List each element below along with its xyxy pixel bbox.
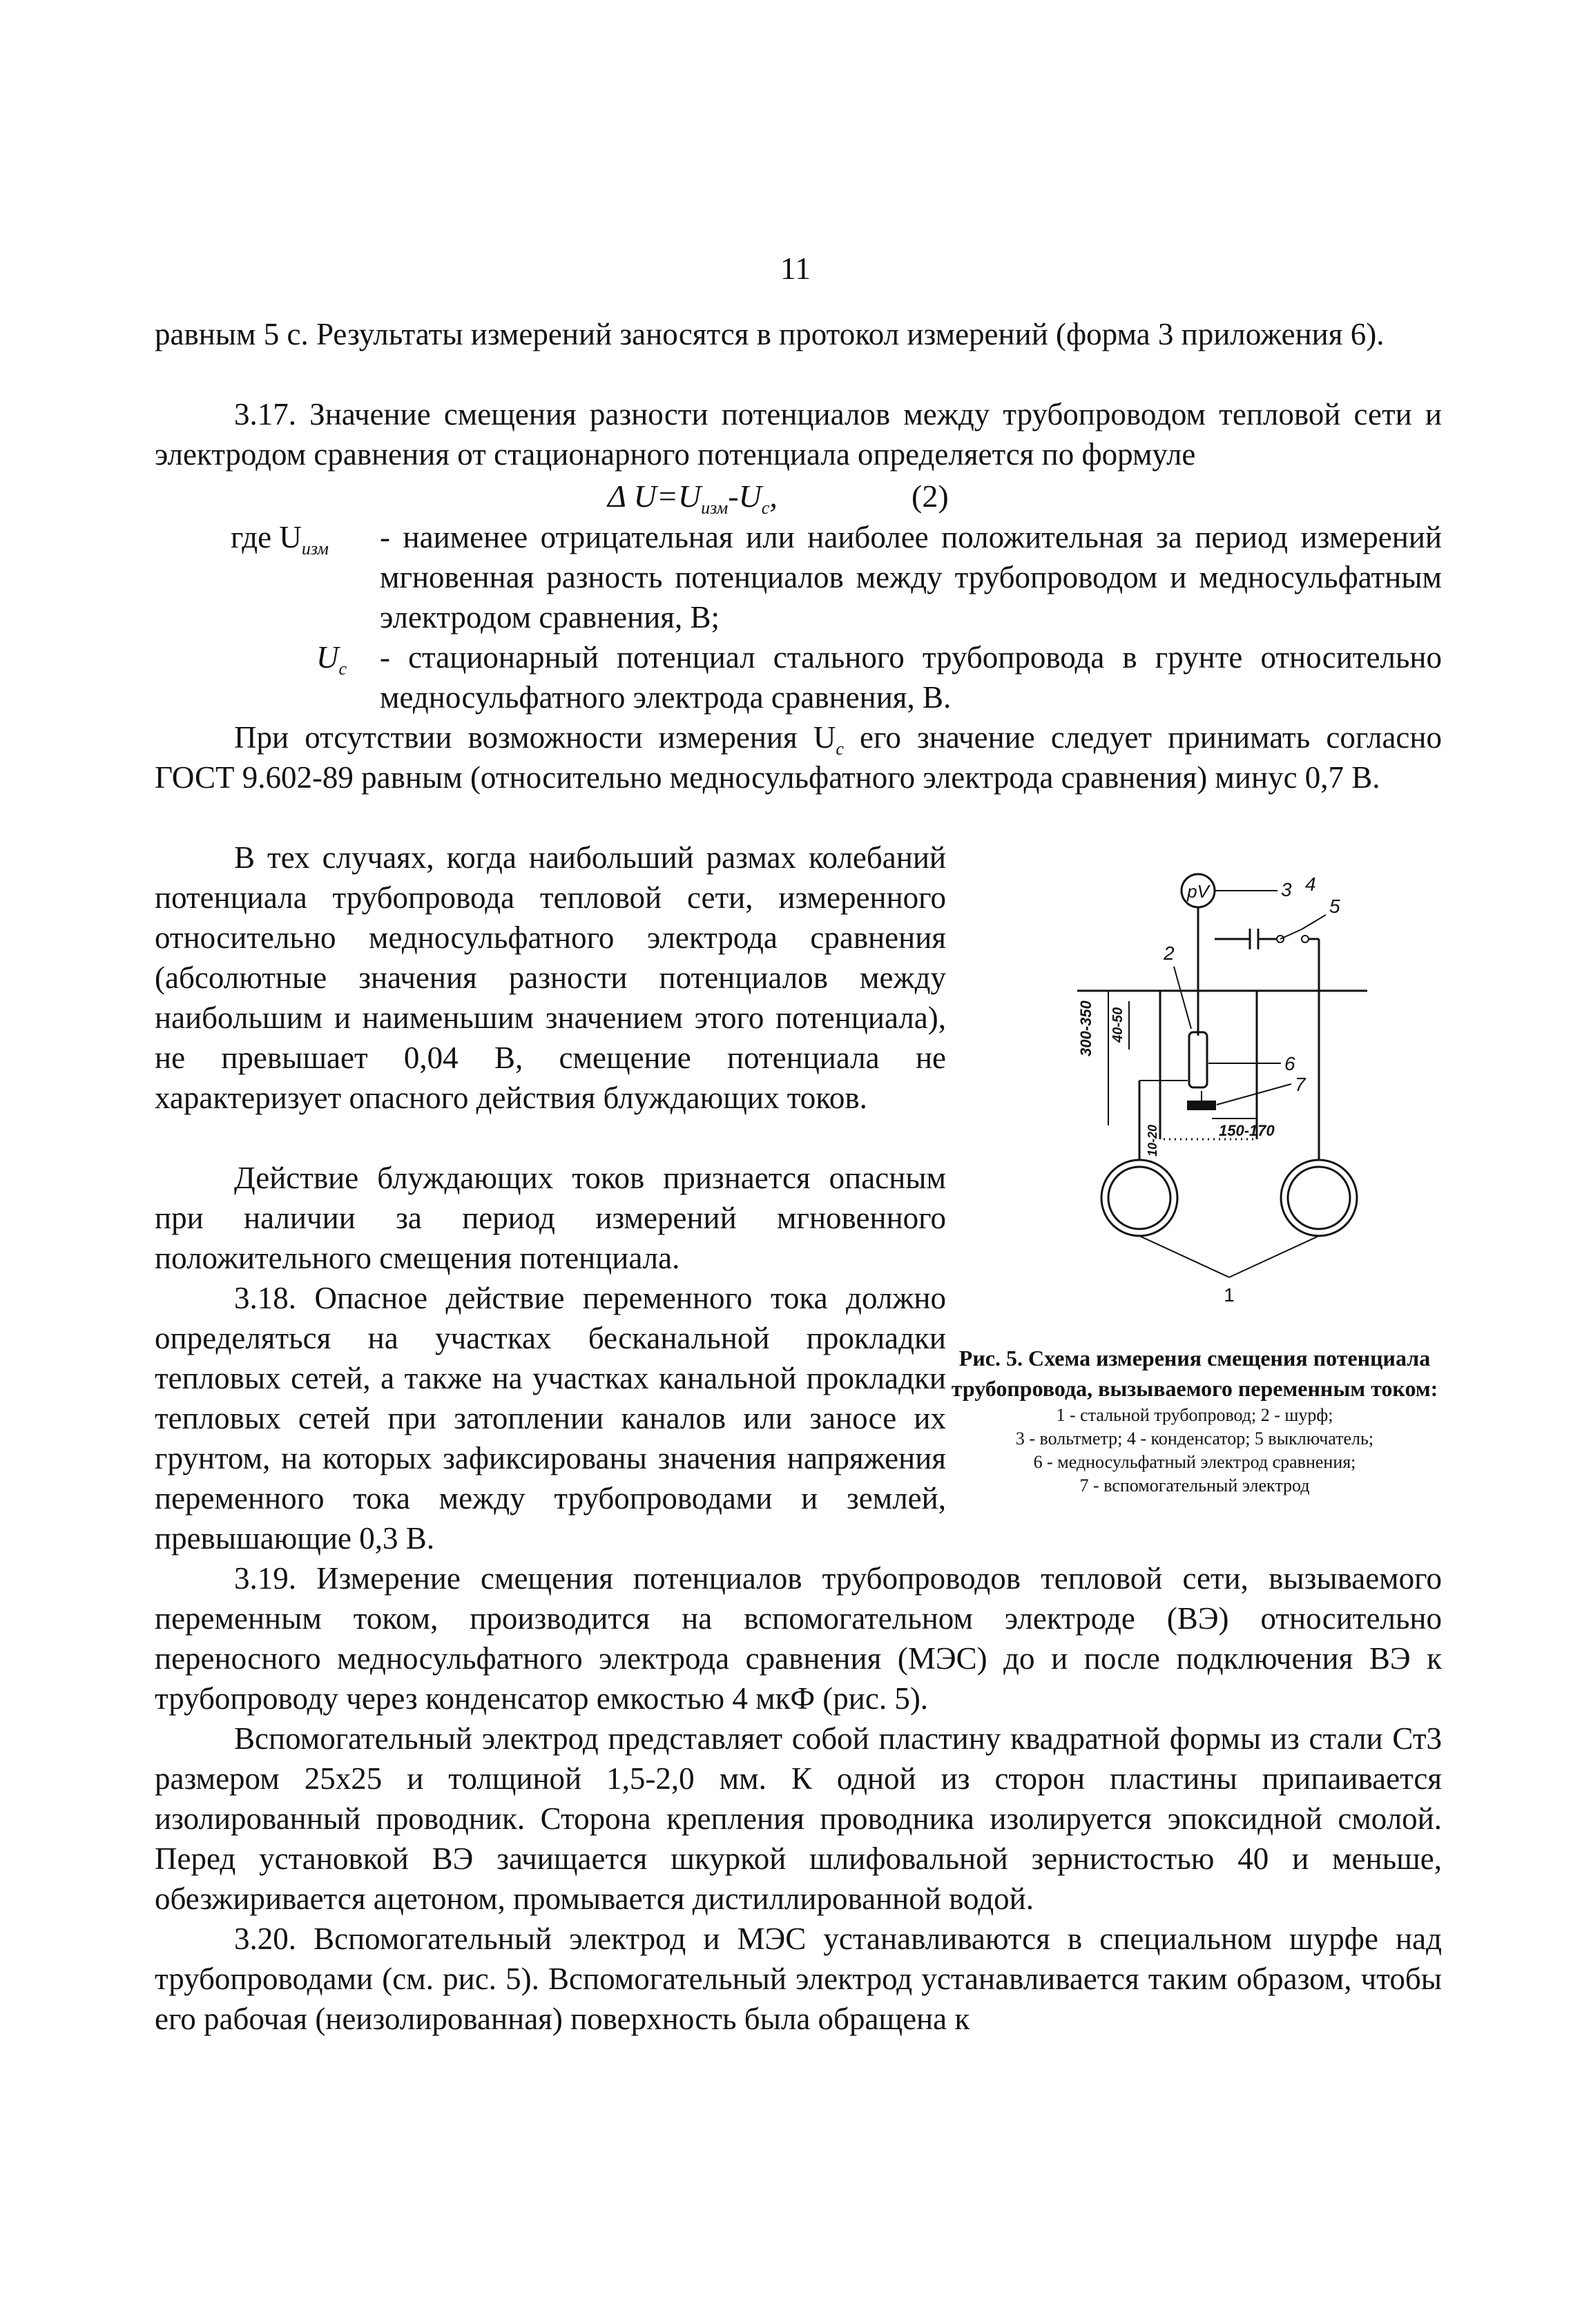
definition-lead: U	[316, 640, 339, 675]
paragraph-absence-sub: с	[836, 739, 844, 759]
auxiliary-electrode	[1188, 1101, 1215, 1110]
switch-contact-right	[1302, 936, 1309, 942]
dim-label-300-350: 300-350	[1077, 1000, 1095, 1056]
label-3: 3	[1281, 879, 1292, 900]
definition-text: - наименее отрицательная или наиболее положительная за период измерений мгновенная разность потенциалов между трубопроводом и медносульфатным электродом сравнения, В;	[380, 520, 1442, 635]
caption-title: Рис. 5. Схема измерения смещения потенциала трубопровода, вызываемого переменным током:	[951, 1346, 1438, 1401]
pipe-left-outer	[1101, 1160, 1177, 1236]
voltmeter-label: pV	[1187, 881, 1209, 902]
paragraph-absence-part1: При отсутствии возможности измерения U	[234, 720, 836, 755]
caption-item: 3 - вольтметр; 4 - конденсатор; 5 выключатель;	[1015, 1429, 1374, 1449]
formula-sub-izm: изм	[701, 498, 729, 519]
paragraph-absence	[155, 717, 1442, 797]
paragraph-cases: В тех случаях, когда наибольший размах колебаний потенциала трубопровода тепловой сети, измеренного относительно медносульфатного электрода сравнения (абсолютные значения разности потенциалов между наибольшим и наименьшим значением этого потенциала), не превышает 0,04 В, смещение потенциала не характеризует опасного действия блуждающих токов.	[155, 840, 946, 1115]
leader-1-right	[1229, 1236, 1319, 1277]
label-2: 2	[1164, 942, 1175, 964]
formula-number: (2)	[912, 478, 949, 514]
dim-label-40-50: 40-50	[1110, 1007, 1126, 1043]
switch-blade	[1280, 929, 1302, 939]
dim-label-10-20: 10-20	[1146, 1124, 1159, 1156]
pipe-right-inner	[1288, 1167, 1350, 1229]
label-5: 5	[1329, 895, 1340, 917]
paragraph-intro: равным 5 с. Результаты измерений заносятся в протокол измерений (форма 3 приложения 6).	[155, 317, 1385, 351]
pipe-left-inner	[1108, 1167, 1170, 1229]
leader-7	[1217, 1084, 1291, 1105]
leader-1-left	[1139, 1236, 1229, 1277]
label-4: 4	[1305, 873, 1316, 895]
caption-item: 7 - вспомогательный электрод	[1079, 1475, 1310, 1495]
formula-sub-c: с	[761, 498, 770, 519]
label-6: 6	[1284, 1053, 1295, 1074]
definition-text: - стационарный потенциал стального трубопровода в грунте относительно медносульфатного электрода сравнения, В.	[380, 640, 1442, 715]
paragraph-3-18: 3.18. Опасное действие переменного тока должно определяться на участках бесканальной прокладки тепловых сетей, а также на участках канальной прокладки тепловых сетей при затоплении каналов или заносе их грунтом, на которых зафиксированы значения напряжения переменного тока между трубопроводами и землей, превышающие 0,3 В.	[155, 1281, 946, 1556]
label-7: 7	[1295, 1074, 1306, 1095]
caption-item: 6 - медносульфатный электрод сравнения;	[1033, 1452, 1356, 1472]
measurement-diagram	[953, 863, 1436, 1305]
page-number: 11	[780, 251, 811, 286]
caption-item: 1 - стальной трубопровод; 2 - шурф;	[1056, 1405, 1333, 1425]
leader-2	[1174, 967, 1191, 1029]
paragraph-absence-part2: его значение следует принимать согласно ГОСТ 9.602-89 равным (относительно медносульфатного электрода сравнения) минус 0,7 В.	[155, 720, 1442, 795]
paragraph-3-17: 3.17. Значение смещения разности потенциалов между трубопроводом тепловой сети и электродом сравнения от стационарного потенциала определяется по формуле	[155, 397, 1442, 472]
paragraph-aux-electrode: Вспомогательный электрод представляет собой пластину квадратной формы из стали Ст3 размером 25х25 и толщиной 1,5-2,0 мм. К одной из сторон пластины припаивается изолированный проводник. Сторона крепления проводника изолируется эпоксидной смолой. Перед установкой ВЭ зачищается шкуркой шлифовальной зернистостью 40 и меньше, обезжиривается ацетоном, промывается дистиллированной водой.	[155, 1721, 1442, 1916]
definition-u-c	[231, 637, 1442, 717]
definition-sub: с	[338, 659, 347, 679]
formula-comma: ,	[769, 478, 778, 514]
paragraph-3-20: 3.20. Вспомогательный электрод и МЭС устанавливаются в специальном шурфе над трубопроводами (см. рис. 5). Вспомогательный электрод устанавливается таким образом, чтобы его рабочая (неизолированная) поверхность была обращена к	[155, 1921, 1442, 2036]
reference-electrode	[1189, 1032, 1207, 1087]
pit-outline	[1160, 991, 1257, 1139]
formula-2	[608, 476, 1050, 519]
paragraph-3-19: 3.19. Измерение смещения потенциалов трубопроводов тепловой сети, вызываемого переменным током, производится на вспомогательном электроде (ВЭ) относительно переносного медносульфатного электрода сравнения (МЭС) до и после подключения ВЭ к трубопроводу через конденсатор емкостью 4 мкФ (рис. 5).	[155, 1561, 1442, 1716]
paragraph-action: Действие блуждающих токов признается опасным при наличии за период измерений мгновенного положительного смещения потенциала.	[155, 1161, 946, 1275]
label-1: 1	[1224, 1284, 1235, 1305]
definition-u-izm	[231, 517, 1442, 637]
definition-sub: изм	[301, 539, 329, 559]
definition-lead: где U	[231, 520, 302, 554]
dim-label-150-170: 150-170	[1219, 1122, 1275, 1139]
formula-delta: Δ U=U	[608, 478, 702, 514]
pipe-right-outer	[1281, 1160, 1357, 1236]
formula-minus: -U	[728, 478, 762, 514]
leader-5	[1302, 915, 1326, 929]
figure-caption	[946, 1343, 1443, 1498]
figure-5	[953, 863, 1436, 1305]
